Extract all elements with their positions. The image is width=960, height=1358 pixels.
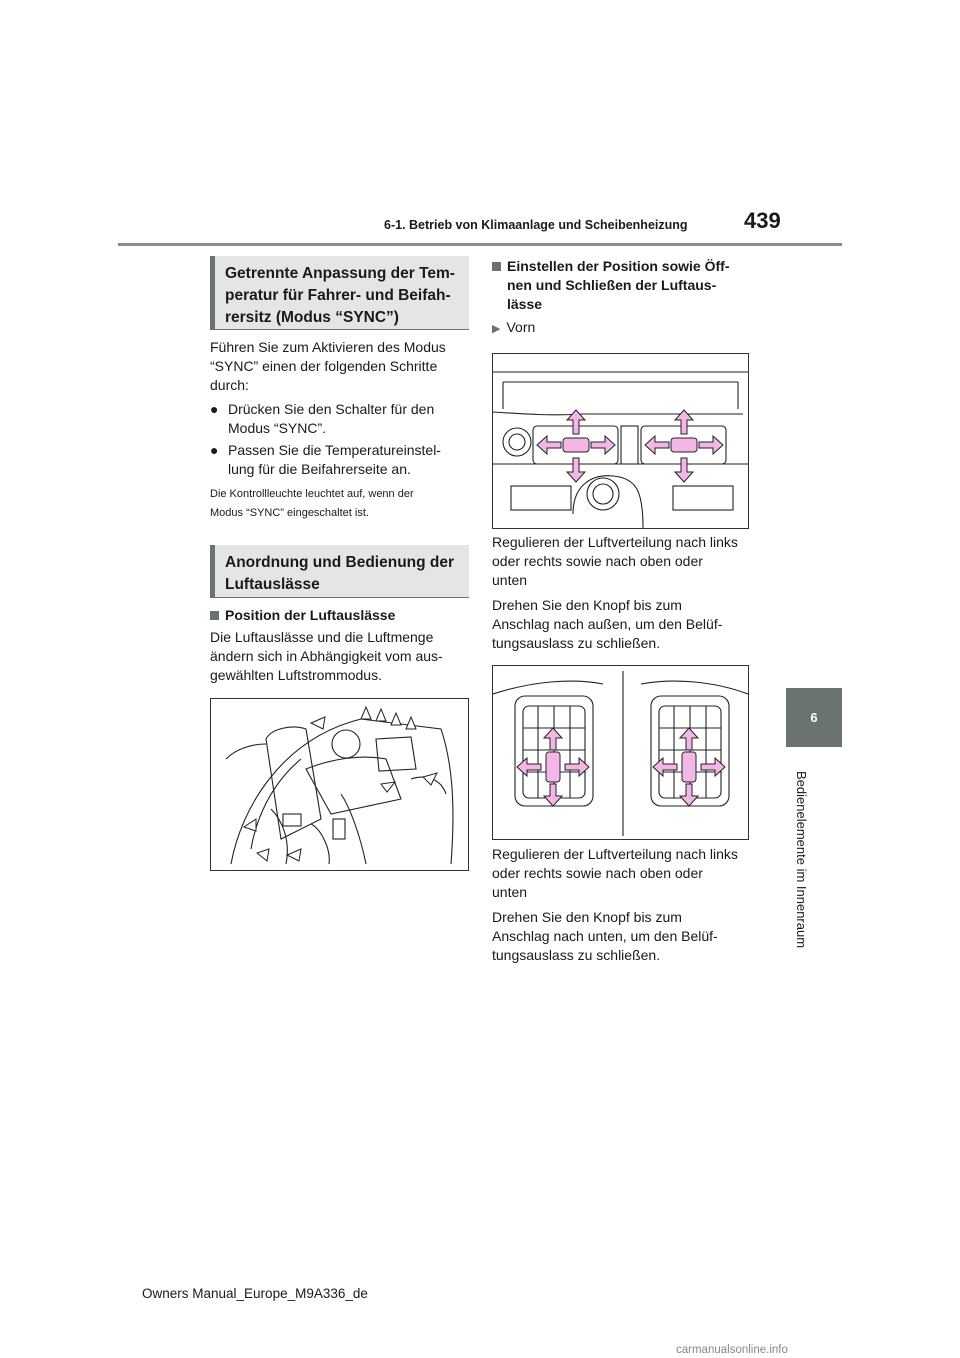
bullet-dot-icon: ●: [210, 401, 219, 417]
front-vents-illustration: [493, 354, 748, 528]
watermark: carmanualsonline.info: [676, 1344, 788, 1356]
section-heading-sync: Getrennte Anpassung der Tem- peratur für Fahrer- und Beifah- rersitz (Modus “SYNC”): [210, 256, 469, 330]
square-bullet-icon: [492, 262, 501, 271]
bullet-adjust-passenger: ● Passen Sie die Temperatureinstel- lung für die Beifahrerseite an.: [210, 442, 441, 477]
section-heading-vents: Anordnung und Bedienung der Luftauslässe: [210, 545, 469, 598]
subhead-vent-adjust: Einstellen der Position sowie Öff- nen und Schließen der Luftaus- lässe: [492, 257, 754, 314]
front-vent-direction-text: Regulieren der Luftverteilung nach links oder rechts sowie nach oben oder unten: [492, 534, 738, 588]
subhead-vent-position: Position der Luftauslässe: [210, 606, 395, 625]
footer-manual-id: Owners Manual_Europe_M9A336_de: [142, 1286, 368, 1301]
page-number: 439: [744, 208, 781, 233]
chapter-number: 6: [810, 710, 818, 725]
sync-note: Die Kontrollleuchte leuchtet auf, wenn der Modus “SYNC” eingeschaltet ist.: [210, 488, 414, 519]
car-interior-figure: [210, 698, 469, 871]
front-label: ▶ Vorn: [492, 319, 536, 335]
chapter-tab[interactable]: [786, 688, 842, 747]
side-vent-direction-text: Regulieren der Luftverteilung nach links oder rechts sowie nach oben oder unten: [492, 846, 738, 900]
side-vents-illustration: [493, 666, 748, 839]
side-vent-close-text: Drehen Sie den Knopf bis zum Anschlag nach unten, um den Belüf- tungsauslass zu schließen.: [492, 909, 718, 963]
vent-position-text: Die Luftauslässe und die Luftmenge ändern sich in Abhängigkeit vom aus- gewählten Luftstrommodus.: [210, 629, 443, 683]
car-interior-illustration: [211, 699, 468, 870]
square-bullet-icon: [210, 611, 219, 620]
chapter-side-label: Bedienelemente im Innenraum: [794, 771, 809, 949]
section-title: 6-1. Betrieb von Klimaanlage und Scheibenheizung: [384, 218, 688, 232]
front-vents-figure: [492, 353, 749, 529]
front-vent-close-text: Drehen Sie den Knopf bis zum Anschlag nach außen, um den Belüf- tungsauslass zu schließen.: [492, 597, 723, 651]
bullet-dot-icon: ●: [210, 442, 219, 458]
bullet-press-sync: ● Drücken Sie den Schalter für den Modus “SYNC”.: [210, 401, 435, 436]
sync-intro: Führen Sie zum Aktivieren des Modus “SYNC” einen der folgenden Schritte durch:: [210, 339, 446, 393]
triangle-bullet-icon: ▶: [492, 323, 501, 335]
header-rule: [118, 243, 842, 246]
side-vents-figure: [492, 665, 749, 840]
